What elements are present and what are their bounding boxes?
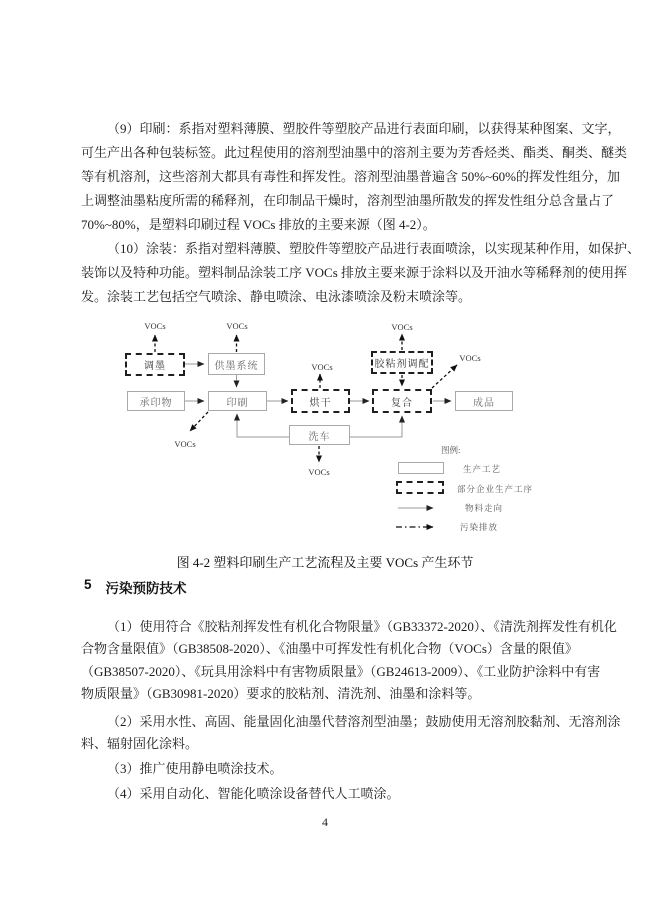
text-line: 可生产出各种包装标签。此过程使用的溶剂型油墨中的溶剂主要为芳香烃类、酯类、酮类、醚类	[81, 145, 628, 160]
legend-solid-box-sample	[398, 462, 444, 474]
figure-caption: 图 4-2 塑料印刷生产工艺流程及主要 VOCs 产生环节	[176, 555, 474, 570]
paragraph-10	[81, 237, 641, 309]
voc-label: VOCs	[391, 322, 413, 332]
page-number: 4	[322, 815, 328, 829]
legend-label-pollution-emission: 污染排放	[460, 522, 499, 532]
node-ink-mixing: 调墨	[125, 353, 185, 376]
legend-label-production-process: 生产工艺	[463, 464, 502, 474]
text-line: （2）采用水性、高固、能量固化油墨代替溶剂型油墨；鼓励使用无溶剂胶黏剂、无溶剂涂	[107, 714, 621, 729]
text-line: （1）使用符合《胶粘剂挥发性有机化合物限量》（GB33372-2020）、《清洗剂挥发性有机化	[107, 619, 617, 634]
voc-label: VOCs	[174, 439, 196, 449]
node-drying: 烘干	[291, 389, 350, 413]
node-product: 成品	[455, 391, 513, 411]
text-line: （9）印刷：系指对塑料薄膜、塑胶件等塑胶产品进行表面印刷，以获得某种图案、文字，	[107, 121, 621, 136]
node-ink-supply: 供墨系统	[208, 353, 265, 375]
voc-label: VOCs	[459, 353, 481, 363]
section-number: 5	[84, 577, 92, 592]
node-adhesive-prep: 胶粘剂调配	[371, 351, 433, 374]
voc-label: VOCs	[226, 321, 248, 331]
legend-label-material-flow: 物料走向	[465, 503, 504, 513]
node-laminating: 复合	[372, 389, 432, 413]
text-line: 料、辐射固化涂料。	[81, 736, 199, 752]
legend-label-partial-enterprise: 部分企业生产工序	[457, 484, 534, 494]
text-line: 70%~80%，是塑料印刷过程 VOCs 排放的主要来源（图 4-2）。	[81, 217, 436, 232]
section-heading	[84, 577, 187, 597]
text-line: 发。涂装工艺包括空气喷涂、静电喷涂、电泳漆喷涂及粉末喷涂等。	[81, 289, 472, 304]
paragraph-1	[81, 616, 617, 705]
node-washing: 洗车	[289, 425, 350, 445]
paragraph-3	[81, 758, 568, 780]
figure-4-2-flowchart	[0, 318, 650, 553]
text-line: （3）推广使用静电喷涂技术。	[107, 761, 283, 776]
node-printing: 印刷	[208, 391, 267, 411]
voc-label: VOCs	[144, 321, 166, 331]
voc-label: VOCs	[311, 362, 333, 372]
voc-label: VOCs	[308, 467, 330, 477]
text-line: （GB38507-2020）、《玩具用涂料中有害物质限量》（GB24613-2009）、《工业防护涂料中有害	[81, 663, 601, 679]
text-line: （10）涂装：系指对塑料薄膜、塑胶件等塑胶产品进行表面喷涂，以实现某种作用，如保护、	[107, 241, 641, 256]
text-line: 物质限量》（GB30981-2020）要求的胶粘剂、清洗剂、油墨和涂料等。	[81, 685, 481, 701]
text-line: 装饰以及特种功能。塑料制品涂装工序 VOCs 排放主要来源于涂料以及开油水等稀释剂的使用挥	[81, 265, 628, 280]
section-title: 污染预防技术	[105, 581, 187, 596]
text-line: （4）采用自动化、智能化喷涂设备替代人工喷涂。	[107, 786, 400, 801]
text-line: 等有机溶剂，这些溶剂大都具有毒性和挥发性。溶剂型油墨普遍含 50%~60%的挥发性组分，加	[81, 169, 620, 184]
node-substrate: 承印物	[127, 391, 185, 411]
paragraph-2	[81, 711, 621, 756]
text-line: 上调整油墨粘度所需的稀释剂，在印制品干燥时，溶剂型油墨所散发的挥发性组分总含量占了	[81, 193, 615, 208]
text-line: 合物含量限值》（GB38508-2020）、《油墨中可挥发性有机化合物（VOCs）含量的限值》	[81, 641, 578, 657]
paragraph-9	[81, 117, 628, 237]
legend-title: 图例:	[441, 445, 461, 455]
legend-dashed-box-sample	[396, 481, 444, 494]
paragraph-4	[81, 783, 568, 805]
